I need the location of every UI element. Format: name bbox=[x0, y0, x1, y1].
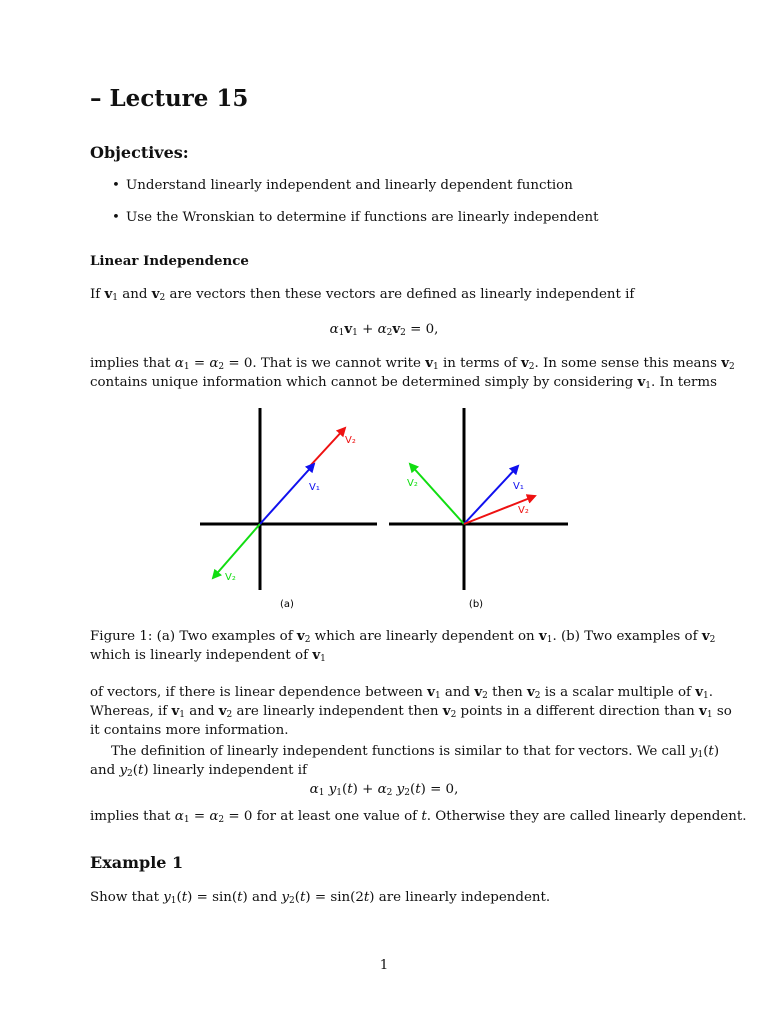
bullet-dot: • bbox=[112, 210, 120, 225]
bullet-dot: • bbox=[112, 178, 120, 193]
paragraph-functions-cont: and $y_2(t)$ linearly independent if bbox=[90, 763, 307, 779]
figure-caption-line2: which is linearly independent of $v_1$ bbox=[90, 647, 326, 664]
vector-v2-green-arrow bbox=[410, 464, 464, 524]
equation-functions: $\alpha_1$ $y_1(t) + \alpha_2$ $y_2(t) = 0$, bbox=[309, 782, 459, 798]
objective-text: Use the Wronskian to determine if functions are linearly independent bbox=[126, 210, 599, 225]
paragraph-dependence-cont: it contains more information. bbox=[90, 723, 289, 738]
vector-v2-label: V₂ bbox=[518, 505, 529, 516]
vector-v2-red-arrow bbox=[310, 428, 345, 466]
vector-v1-label: V₁ bbox=[309, 482, 320, 493]
paragraph-definition: If $v_1$ and $v_2$ are vectors then these vectors are defined as linearly independent if bbox=[90, 286, 635, 303]
panel-b-label: (b) bbox=[468, 599, 484, 610]
paragraph-dependence-cont: Whereas, if $v_1$ and $v_2$ are linearly independent then $v_2$ points in a different direction than $v_1$ so bbox=[90, 703, 732, 720]
panel-b bbox=[389, 408, 568, 610]
vector-v2-label: V₂ bbox=[345, 435, 356, 446]
figure-caption-line1: Figure 1: (a) Two examples of $v_2$ which are linearly dependent on $v_1$. (b) Two examples of $v_2$ bbox=[90, 628, 716, 645]
paragraph-implies-cont: contains unique information which cannot be determined simply by considering $v_1$. In terms bbox=[90, 374, 717, 391]
section-heading: Linear Independence bbox=[90, 253, 249, 269]
panel-a bbox=[200, 408, 377, 610]
equation-vectors: $\alpha_1v_1 + \alpha_2v_2 = 0$, bbox=[329, 321, 439, 338]
vector-v1-arrow bbox=[260, 464, 314, 524]
vector-v1-label: V₁ bbox=[513, 481, 524, 492]
vector-v1-arrow bbox=[464, 466, 518, 524]
vector-v2-label: V₂ bbox=[407, 478, 418, 489]
paragraph-implies-functions: implies that $\alpha_1 = \alpha_2 = 0$ for at least one value of t. Otherwise they are called linearly dependent. bbox=[90, 809, 747, 825]
paragraph-dependence: of vectors, if there is linear dependence between $v_1$ and $v_2$ then $v_2$ is a scalar multiple of $v_1$. bbox=[90, 684, 714, 701]
page-title: – Lecture 15 bbox=[90, 85, 249, 112]
objectives-heading: Objectives: bbox=[90, 143, 189, 162]
figure-vectors bbox=[190, 400, 580, 620]
paragraph-implies: implies that $\alpha_1 = \alpha_2 = 0$. That is we cannot write $v_1$ in terms of $v_2$. In some sense this means $v_2$ bbox=[90, 355, 735, 372]
example-heading: Example 1 bbox=[90, 853, 184, 872]
objective-text: Understand linearly independent and linearly dependent function bbox=[126, 178, 573, 193]
example-text: Show that $y_1(t) = \sin(t)$ and $y_2(t) = \sin(2t)$ are linearly independent. bbox=[90, 890, 551, 906]
page-number: 1 bbox=[379, 958, 389, 973]
vector-v2-green-arrow bbox=[213, 524, 260, 578]
vector-v2-label: V₂ bbox=[225, 572, 236, 583]
paragraph-functions: The definition of linearly independent functions is similar to that for vectors. We call $y_1(t)$ bbox=[111, 744, 720, 760]
panel-a-label: (a) bbox=[280, 599, 294, 610]
